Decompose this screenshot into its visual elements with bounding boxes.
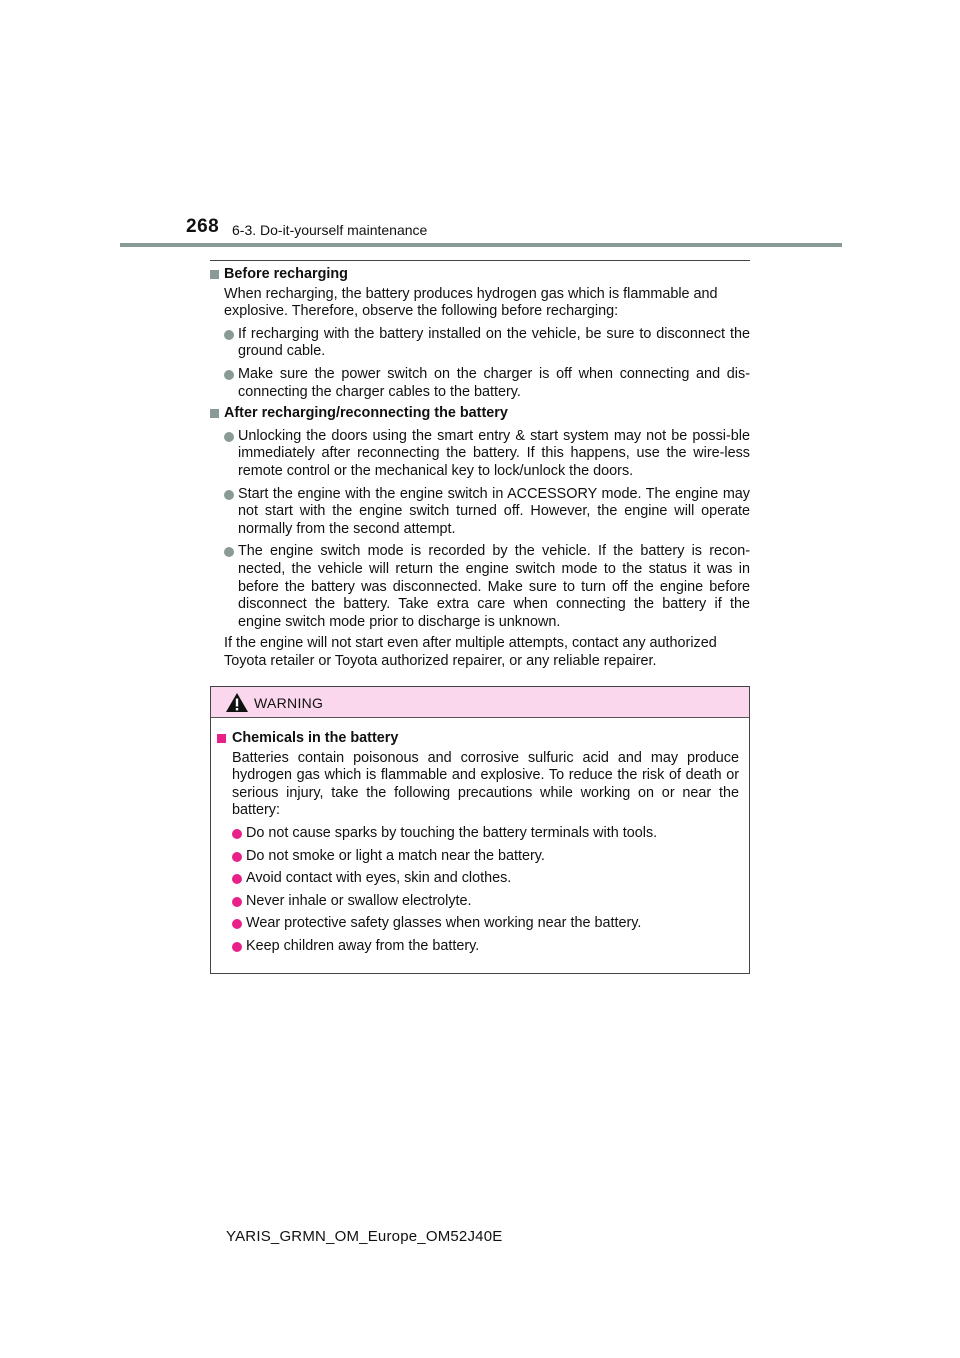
list-item [210,543,750,631]
list-item [215,870,739,888]
circle-bullet-icon [232,829,242,839]
circle-bullet-icon [224,432,234,442]
section-closing: If the engine will not start even after multiple attempts, contact any authorized Toyota retailer or Toyota authorized repairer, or any reliable repairer. [224,635,717,669]
warning-heading [215,730,739,748]
square-bullet-icon [210,270,219,279]
square-bullet-icon [210,409,219,418]
list-item [215,848,739,866]
warning-header [211,687,749,718]
list-item [215,938,739,956]
heading-text: Chemicals in the battery [232,730,399,746]
header-rule [120,243,842,247]
warning-body [211,718,749,956]
list-item [215,915,739,933]
list-item-text: Keep children away from the battery. [246,937,480,954]
main-content [210,266,750,670]
warning-triangle-icon [225,692,249,713]
list-item-text: Avoid contact with eyes, skin and clothes. [246,870,512,887]
list-item-text: Do not smoke or light a match near the battery. [246,847,545,864]
list-item [215,825,739,843]
list-item-text: If recharging with the battery installed on the vehicle, be sure to disconnect the ground cable. [238,325,750,360]
page-number: 268 [186,216,220,237]
list-item-text: Make sure the power switch on the charger is off when connecting and dis-connecting the charger cables to the battery. [238,365,750,400]
list-item [210,486,750,539]
section-intro: When recharging, the battery produces hydrogen gas which is flammable and explosive. Therefore, observe the following before recharging: [224,285,718,320]
warning-intro: Batteries contain poisonous and corrosive sulfuric acid and may produce hydrogen gas which is flammable and explosive. To reduce the risk of death or serious injury, take the following precautions while working on or near the battery: [232,749,739,819]
list-item-text: Start the engine with the engine switch in ACCESSORY mode. The engine may not start with the engine switch turned off. However, the engine will operate normally from the second attempt. [238,485,750,537]
heading-text: After recharging/reconnecting the battery [224,405,508,422]
section-heading [210,405,750,423]
list-item [210,428,750,481]
section-title: 6-3. Do-it-yourself maintenance [232,222,428,238]
footer-document-code: YARIS_GRMN_OM_Europe_OM52J40E [226,1228,503,1245]
list-item [215,893,739,911]
warning-label: WARNING [254,695,324,711]
list-item-text: Do not cause sparks by touching the battery terminals with tools. [246,824,658,841]
circle-bullet-icon [224,370,234,380]
circle-bullet-icon [232,852,242,862]
list-item-text: Never inhale or swallow electrolyte. [246,892,472,909]
square-bullet-icon [217,734,226,743]
section-before-recharging [210,266,750,401]
circle-bullet-icon [232,897,242,907]
list-item-text: Wear protective safety glasses when working near the battery. [246,915,642,932]
list-item [210,366,750,401]
content-top-rule [210,260,750,261]
circle-bullet-icon [232,874,242,884]
circle-bullet-icon [224,330,234,340]
section-heading [210,266,750,284]
circle-bullet-icon [224,490,234,500]
circle-bullet-icon [224,547,234,557]
list-item-text: The engine switch mode is recorded by the vehicle. If the battery is recon-nected, the vehicle will return the engine switch mode to the status it was in before the battery was disconnected. Make sure to turn off the engine before disconnect the battery. Take extra care when connecting the battery if the engine switch mode prior to discharge is unknown. [238,543,750,630]
circle-bullet-icon [232,919,242,929]
list-item [210,326,750,361]
list-item-text: Unlocking the doors using the smart entry & start system may not be possi-ble immediately after reconnecting the battery. If this happens, use the wire-less remote control or the mechanical key to lock/unlock the doors. [238,427,750,479]
warning-box [210,686,750,974]
section-after-recharging [210,405,750,670]
circle-bullet-icon [232,942,242,952]
heading-text: Before recharging [224,266,348,282]
